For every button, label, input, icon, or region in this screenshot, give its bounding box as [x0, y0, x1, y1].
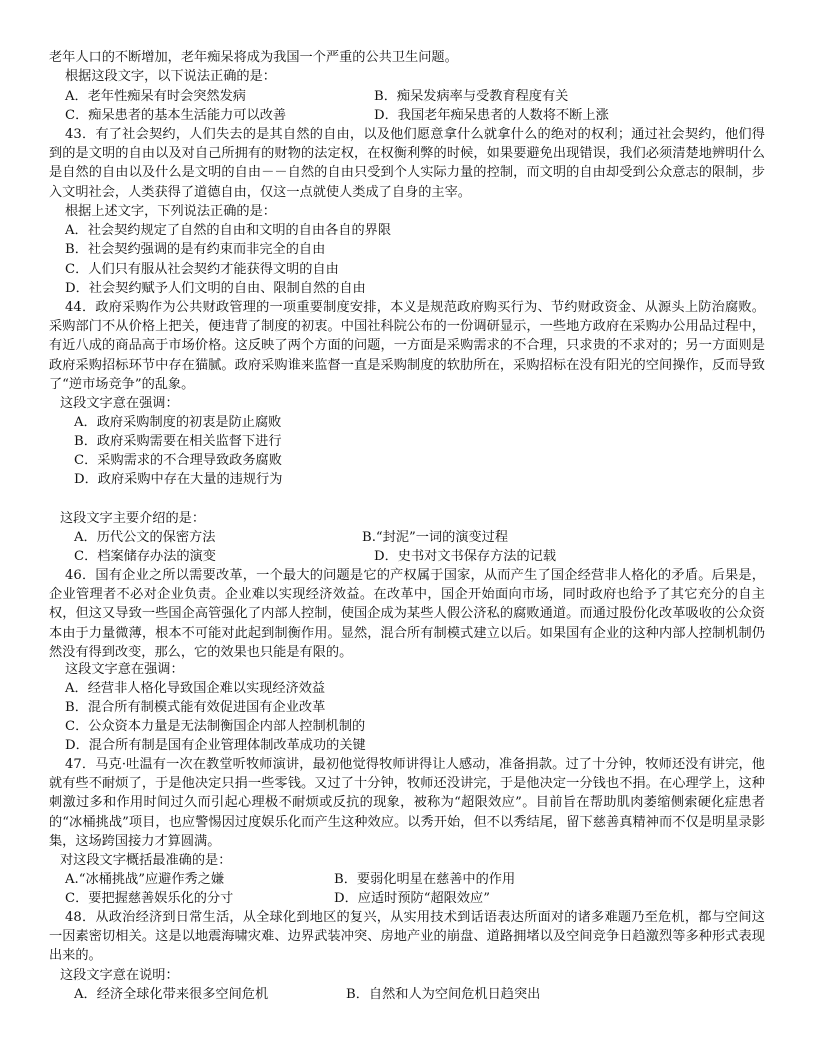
- q48-option-b: B．自然和人为空间危机日趋突出: [346, 987, 541, 1002]
- q47-option-b: B．要弱化明星在慈善中的作用: [334, 872, 516, 887]
- q43-option-b: B．社会契约强调的是有约束而非完全的自由: [65, 242, 326, 257]
- intro-line: 老年人口的不断增加，老年痴呆将成为我国一个严重的公共卫生问题。: [49, 50, 458, 65]
- q46-option-d: D．混合所有制是国有企业管理体制改革成功的关键: [65, 738, 366, 753]
- q46-option-b: B．混合所有制模式能有效促进国有企业改革: [65, 700, 326, 715]
- q46-option-a: A．经营非人格化导致国企难以实现经济效益: [65, 681, 326, 696]
- q45-option-a: A．历代公文的保密方法: [74, 530, 216, 545]
- q48-passage: 48．从政治经济到日常生活，从全球化到地区的复兴，从实用技术到话语表达所面对的诸多难题乃至危机，都与空间这一因素密切相关。这是以地震海啸灾难、边界武装冲突、房地产业的崩盘、道路拥堵以及空间竞争日趋激烈等多种形式表现出来的。: [49, 910, 765, 964]
- q43-option-a: A．社会契约规定了自然的自由和文明的自由各自的界限: [65, 223, 392, 238]
- q44-passage: 44．政府采购作为公共财政管理的一项重要制度安排，本义是规范政府购买行为、节约财政资金、从源头上防治腐败。采购部门不从价格上把关，便违背了制度的初衷。中国社科院公布的一份调研显示，一些地方政府在采购办公用品过程中，有近八成的商品高于市场价格。这反映了两个方面的问题，一方面是采购需求的不合理，只求贵的不求对的；另一方面则是政府采购招标环节中存在猫腻。政府采购谁来监督一直是采购制度的软肋所在，采购招标在没有阳光的空间操作，反而导致了“逆市场竞争”的乱象。: [49, 300, 765, 392]
- q47-stem: 对这段文字概括最准确的是：: [60, 853, 232, 868]
- q48-stem: 这段文字意在说明：: [60, 968, 179, 983]
- q46-passage: 46．国有企业之所以需要改革，一个最大的问题是它的产权属于国家，从而产生了国企经营非人格化的矛盾。后果是，企业管理者不必对企业负责。企业难以实现经济效益。在改革中，国企开始面向市场，同时政府也给予了其它充分的自主权，但这又导致一些国企高管强化了内部人控制，使国企成为某些人假公济私的腐败通道。而通过股份化改革吸收的公众资本由于力量微薄，根本不可能对此起到制衡作用。显然，混合所有制模式建立以后。如果国有企业的这种内部人控制机制仍然没有得到改变，那么，它的效果也只能是有限的。: [49, 568, 765, 660]
- q42-option-b: B．痴呆发病率与受教育程度有关: [374, 89, 569, 104]
- q45-stem: 这段文字主要介绍的是：: [60, 511, 206, 526]
- q45-option-d: D．史书对文书保存方法的记载: [374, 549, 557, 564]
- q44-option-a: A．政府采购制度的初衷是防止腐败: [74, 415, 282, 430]
- q47-option-c: C．要把握慈善娱乐化的分寸: [65, 891, 234, 906]
- q42-stem: 根据这段文字，以下说法正确的是：: [65, 69, 276, 84]
- q43-option-c: C．人们只有服从社会契约才能获得文明的自由: [65, 262, 339, 277]
- q43-option-d: D．社会契约赋予人们文明的自由、限制自然的自由: [65, 281, 366, 296]
- q47-passage: 47．马克·吐温有一次在教堂听牧师演讲，最初他觉得牧师讲得让人感动，准备捐款。过了十分钟，牧师还没有讲完，他就有些不耐烦了，于是他决定只捐一些零钱。又过了十分钟，牧师还没讲完，于是他决定一分钱也不捐。在心理学上，这种刺激过多和作用时间过久而引起心理极不耐烦或反抗的现象，被称为“超限效应”。目前旨在帮助肌肉萎缩侧索硬化症患者的“冰桶挑战”项目，也应警惕因过度娱乐化而产生这种效应。以秀开始，但不以秀结尾，留下慈善真精神而不仅是明星录影集，这场跨国接力才算圆满。: [49, 757, 765, 849]
- q47-option-d: D．应适时预防“超限效应”: [334, 891, 490, 906]
- q44-option-b: B．政府采购需要在相关监督下进行: [74, 434, 282, 449]
- q45-option-c: C．档案储存办法的演变: [74, 549, 216, 564]
- q42-option-d: D．我国老年痴呆患者的人数将不断上涨: [374, 108, 609, 123]
- q44-stem: 这段文字意在强调：: [60, 396, 179, 411]
- q44-option-c: C．采购需求的不合理导致政务腐败: [74, 453, 282, 468]
- q44-option-d: D．政府采购中存在大量的违规行为: [74, 472, 283, 487]
- q45-option-b: B.“封泥”一词的演变过程: [362, 530, 509, 545]
- q47-option-a: A.“冰桶挑战”应避作秀之嫌: [65, 872, 225, 887]
- q46-option-c: C．公众资本力量是无法制衡国企内部人控制机制的: [65, 719, 366, 734]
- q43-stem: 根据上述文字，下列说法正确的是：: [65, 204, 276, 219]
- q46-stem: 这段文字意在强调：: [65, 662, 184, 677]
- q42-option-a: A．老年性痴呆有时会突然发病: [65, 89, 246, 104]
- q42-option-c: C．痴呆患者的基本生活能力可以改善: [65, 108, 287, 123]
- q48-option-a: A．经济全球化带来很多空间危机: [74, 987, 269, 1002]
- q43-passage: 43．有了社会契约，人们失去的是其自然的自由，以及他们愿意拿什么就拿什么的绝对的权利；通过社会契约，他们得到的是文明的自由以及对自己所拥有的财物的法定权，在权衡利弊的时候，如果要避免出现错误，我们必须清楚地辨明什么是自然的自由以及什么是文明的自由－－自然的自由只受到个人实际力量的控制，而文明的自由却受到公众意志的限制，步入文明社会，人类获得了道德自由，仅这一点就使人类成了自身的主宰。: [49, 127, 765, 200]
